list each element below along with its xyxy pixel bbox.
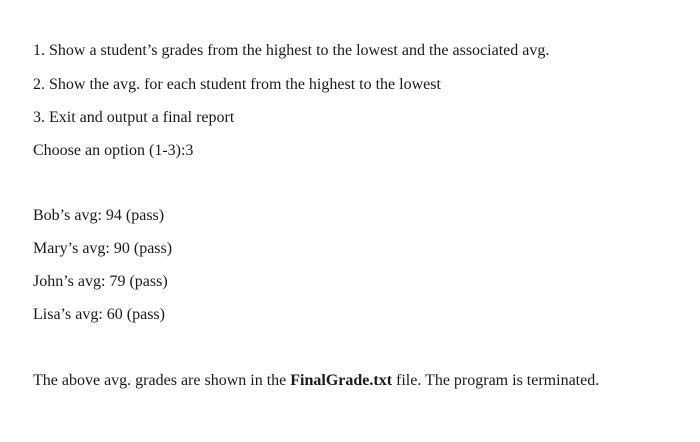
result-line: Bob’s avg: 94 (pass) bbox=[33, 207, 165, 224]
footer-message bbox=[33, 371, 599, 391]
result-line: Mary’s avg: 90 (pass) bbox=[33, 240, 173, 257]
result-line: Lisa’s avg: 60 (pass) bbox=[33, 306, 165, 323]
result-line: John’s avg: 79 (pass) bbox=[33, 273, 168, 290]
option-prompt: Choose an option (1-3):3 bbox=[33, 142, 194, 159]
menu-option-2: 2. Show the avg. for each student from the highest to the lowest bbox=[33, 76, 441, 93]
menu-option-1: 1. Show a student’s grades from the highest to the lowest and the associated avg. bbox=[33, 42, 550, 59]
footer-text-before: The above avg. grades are shown in the bbox=[33, 372, 291, 389]
footer-text-after: file. The program is terminated. bbox=[392, 372, 600, 389]
menu-option-3: 3. Exit and output a final report bbox=[33, 109, 235, 126]
final-grade-filename: FinalGrade.txt bbox=[290, 372, 393, 389]
